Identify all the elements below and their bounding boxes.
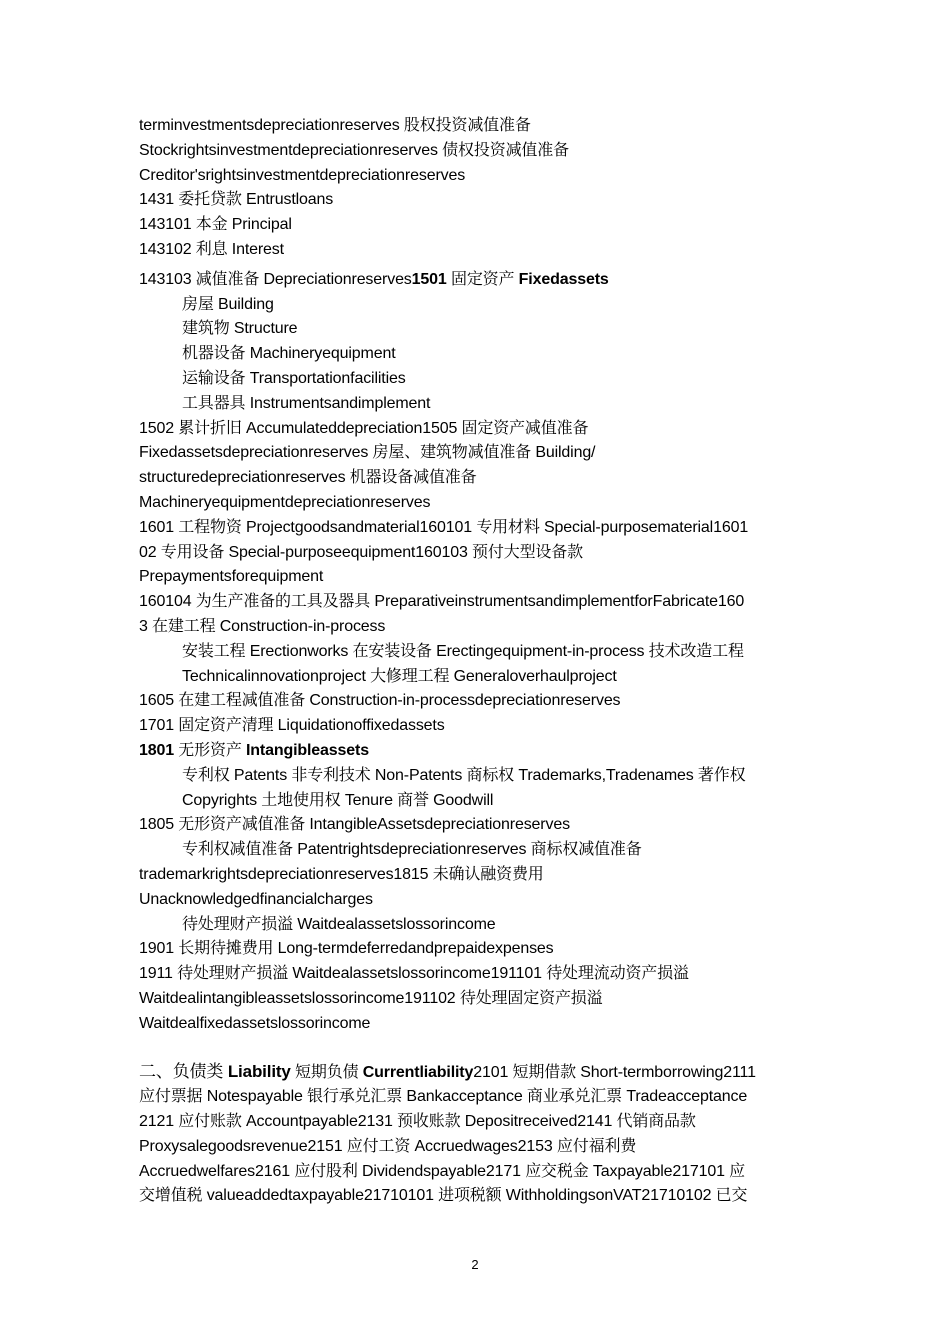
text-run: 固定资产: [446, 270, 519, 288]
text-line: 应付票据 Notespayable 银行承兑汇票 Bankacceptance 商业承兑汇票 Tradeacceptance: [139, 1088, 748, 1106]
text-run: 无形资产: [174, 741, 246, 759]
text-line: 1601 工程物资 Projectgoodsandmaterial160101 专用材料 Special-purposematerial1601: [139, 518, 749, 536]
account-name-bold: Currentliability: [362, 1064, 474, 1082]
text-line: Waitdealfixedassetslossorincome: [139, 1014, 371, 1032]
text-line: 专利权减值准备 Patentrightsdepreciationreserves 商标权减值准备: [182, 841, 642, 859]
text-line: Copyrights 土地使用权 Tenure 商誉 Goodwill: [182, 791, 494, 809]
text-run: 短期负债: [290, 1064, 363, 1082]
text-line: 143101 本金 Principal: [139, 216, 292, 234]
text-line: Machineryequipmentdepreciationreserves: [139, 493, 431, 511]
section-heading: 二、负债类: [139, 1062, 228, 1082]
account-code: 1801: [139, 741, 174, 759]
document-body: [139, 114, 799, 1209]
text-line: 1911 待处理财产损溢 Waitdealassetslossorincome191101 待处理流动资产损溢: [139, 965, 689, 983]
paragraph-gap: [139, 1036, 799, 1060]
account-code: 1501: [411, 270, 447, 288]
text-line: 专利权 Patents 非专利技术 Non-Patents 商标权 Trademarks,Tradenames 著作权: [182, 766, 746, 784]
text-line: 运输设备 Transportationfacilities: [182, 369, 406, 387]
text-line: 待处理财产损溢 Waitdealassetslossorincome: [182, 915, 496, 933]
text-line: Waitdealintangibleassetslossorincome191102 待处理固定资产损溢: [139, 989, 603, 1007]
text-line: Stockrightsinvestmentdepreciationreserves 债权投资减值准备: [139, 141, 569, 159]
text-line: 1805 无形资产减值准备 IntangibleAssetsdepreciationreserves: [139, 816, 570, 834]
text-line: 3 在建工程 Construction-in-process: [139, 617, 386, 635]
text-line: 1701 固定资产清理 Liquidationoffixedassets: [139, 717, 445, 735]
text-line: Unacknowledgedfinancialcharges: [139, 890, 373, 908]
text-line: Technicalinnovationproject 大修理工程 Generaloverhaulproject: [182, 667, 617, 685]
text-line: 1431 委托贷款 Entrustloans: [139, 191, 334, 209]
text-line: 工具器具 Instrumentsandimplement: [182, 394, 431, 412]
text-line: 1901 长期待摊费用 Long-termdeferredandprepaidexpenses: [139, 940, 554, 958]
text-line: 160104 为生产准备的工具及器具 PreparativeinstrumentsandimplementforFabricate160: [139, 593, 745, 611]
text-line: 机器设备 Machineryequipment: [182, 345, 396, 363]
text-run: 2101 短期借款 Short-termborrowing2111: [473, 1064, 756, 1082]
text-line: 建筑物 Structure: [182, 320, 298, 338]
account-name-bold: Liability: [227, 1062, 291, 1082]
text-line: terminvestmentsdepreciationreserves 股权投资减值准备: [139, 117, 531, 134]
text-line: [139, 739, 799, 764]
text-run: 143103 减值准备 Depreciationreserves: [139, 270, 412, 288]
text-line: Proxysalegoodsrevenue2151 应付工资 Accruedwages2153 应付福利费: [139, 1137, 637, 1155]
text-line: 房屋 Building: [182, 295, 274, 313]
account-name-bold: Intangibleassets: [246, 741, 369, 759]
text-line: structuredepreciationreserves 机器设备减值准备: [139, 469, 477, 487]
text-line: 1605 在建工程减值准备 Construction-in-processdepreciationreserves: [139, 692, 621, 710]
text-line: 安装工程 Erectionworks 在安装设备 Erectingequipment-in-process 技术改造工程: [182, 642, 744, 660]
text-line: 2121 应付账款 Accountpayable2131 预收账款 Depositreceived2141 代销商品款: [139, 1113, 696, 1131]
text-line: Prepaymentsforequipment: [139, 568, 324, 586]
text-line: trademarkrightsdepreciationreserves1815 未确认融资费用: [139, 865, 544, 883]
text-line: 02 专用设备 Special-purposeequipment160103 预付大型设备款: [139, 543, 583, 561]
text-line: 143102 利息 Interest: [139, 240, 284, 258]
text-line: 1502 累计折旧 Accumulateddepreciation1505 固定资产减值准备: [139, 419, 589, 437]
text-line: [139, 268, 799, 293]
page-number: 2: [471, 1257, 479, 1272]
text-line: 交增值税 valueaddedtaxpayable21710101 进项税额 WithholdingsonVAT21710102 已交: [139, 1187, 748, 1205]
text-line: Fixedassetsdepreciationreserves 房屋、建筑物减值准备 Building/: [139, 444, 596, 462]
section-heading-line: [139, 1060, 799, 1085]
account-name-bold: Fixedassets: [518, 270, 609, 288]
text-line: Creditor'srightsinvestmentdepreciationreserves: [139, 166, 466, 184]
text-line: Accruedwelfares2161 应付股利 Dividendspayable2171 应交税金 Taxpayable217101 应: [139, 1162, 745, 1180]
